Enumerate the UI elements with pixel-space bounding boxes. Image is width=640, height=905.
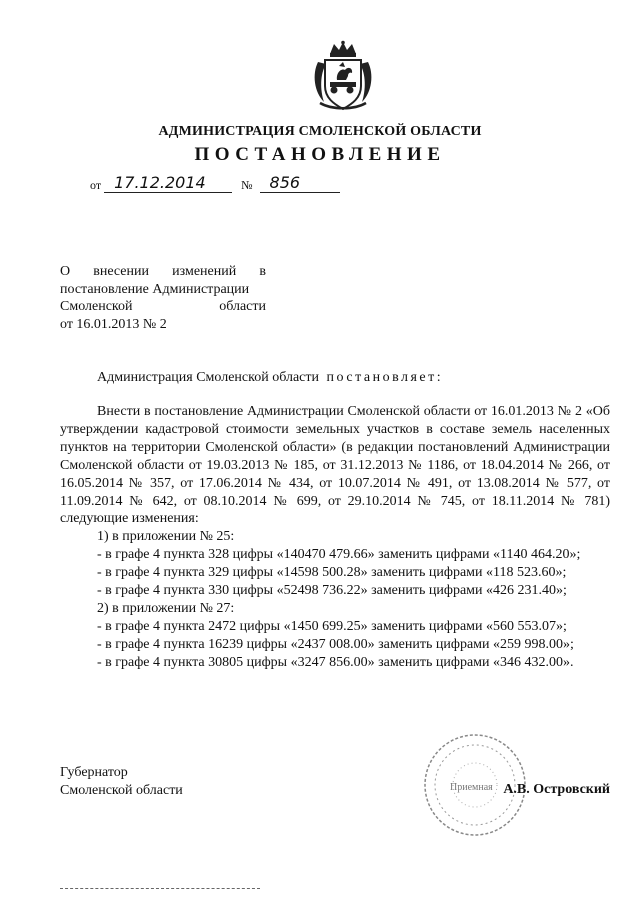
date-number-line	[90, 174, 340, 193]
item-1c: - в графе 4 пункта 330 цифры «52498 736.22» заменить цифрами «426 231.40»;	[97, 583, 567, 599]
document-type-title: ПОСТАНОВЛЕНИЕ	[194, 144, 446, 165]
document-subject	[60, 263, 266, 333]
number-label: №	[241, 178, 253, 192]
signatory-name: А.В. Островский	[503, 782, 610, 797]
handwritten-number: 856	[260, 174, 340, 193]
organization-title: АДМИНИСТРАЦИЯ СМОЛЕНСКОЙ ОБЛАСТИ	[158, 124, 482, 139]
item-2a: - в графе 4 пункта 2472 цифры «1450 699.25» заменить цифрами «560 553.07»;	[97, 618, 567, 634]
resolution-statement	[97, 370, 443, 386]
footer-divider	[60, 888, 260, 889]
subject-line: от 16.01.2013 № 2	[60, 316, 167, 332]
item-1b: - в графе 4 пункта 329 цифры «14598 500.28» заменить цифрами «118 523.60»;	[97, 565, 567, 581]
resolution-word: постановляет:	[326, 370, 444, 385]
subject-line: О внесении изменений в	[60, 264, 266, 279]
seal-text: Приемная	[450, 782, 493, 793]
position-line: Смоленской области	[60, 783, 183, 798]
date-label: от	[90, 178, 102, 192]
handwritten-date: 17.12.2014	[104, 174, 232, 193]
subject-line: постановление Администрации	[60, 281, 250, 297]
smolensk-coat-of-arms-icon	[310, 40, 376, 112]
item-2c: - в графе 4 пункта 30805 цифры «3247 856.00» заменить цифрами «346 432.00».	[97, 654, 574, 670]
body-intro-paragraph: Внести в постановление Администрации Смоленской области от 16.01.2013 № 2 «Об утверждении кадастровой стоимости земельных участков в составе земель населенных пунктов на территории Смоленской области» (в редакции постановлений Администрации Смоленской области от 19.03.2013 № 185, от 31.12.2013 № 1186, от 18.04.2014 № 266, от 16.05.2014 № 357, от 17.06.2014 № 434, от 10.07.2014 № 491, от 13.08.2014 № 577, от 11.09.2014 № 642, от 08.10.2014 № 699, от 29.10.2014 № 745, от 18.11.2014 № 781) следующие изменения:	[60, 404, 610, 527]
item-2-header: 2) в приложении № 27:	[97, 600, 235, 616]
position-line: Губернатор	[60, 765, 128, 780]
document-body	[60, 403, 610, 672]
item-2b: - в графе 4 пункта 16239 цифры «2437 008.00» заменить цифрами «259 998.00»;	[97, 636, 574, 652]
subject-line: Смоленской области	[60, 299, 266, 315]
signatory-position	[60, 764, 183, 800]
resolution-prefix: Администрация Смоленской области	[97, 370, 320, 385]
item-1a: - в графе 4 пункта 328 цифры «140470 479.66» заменить цифрами «1140 464.20»;	[97, 547, 581, 563]
item-1-header: 1) в приложении № 25:	[97, 529, 235, 545]
